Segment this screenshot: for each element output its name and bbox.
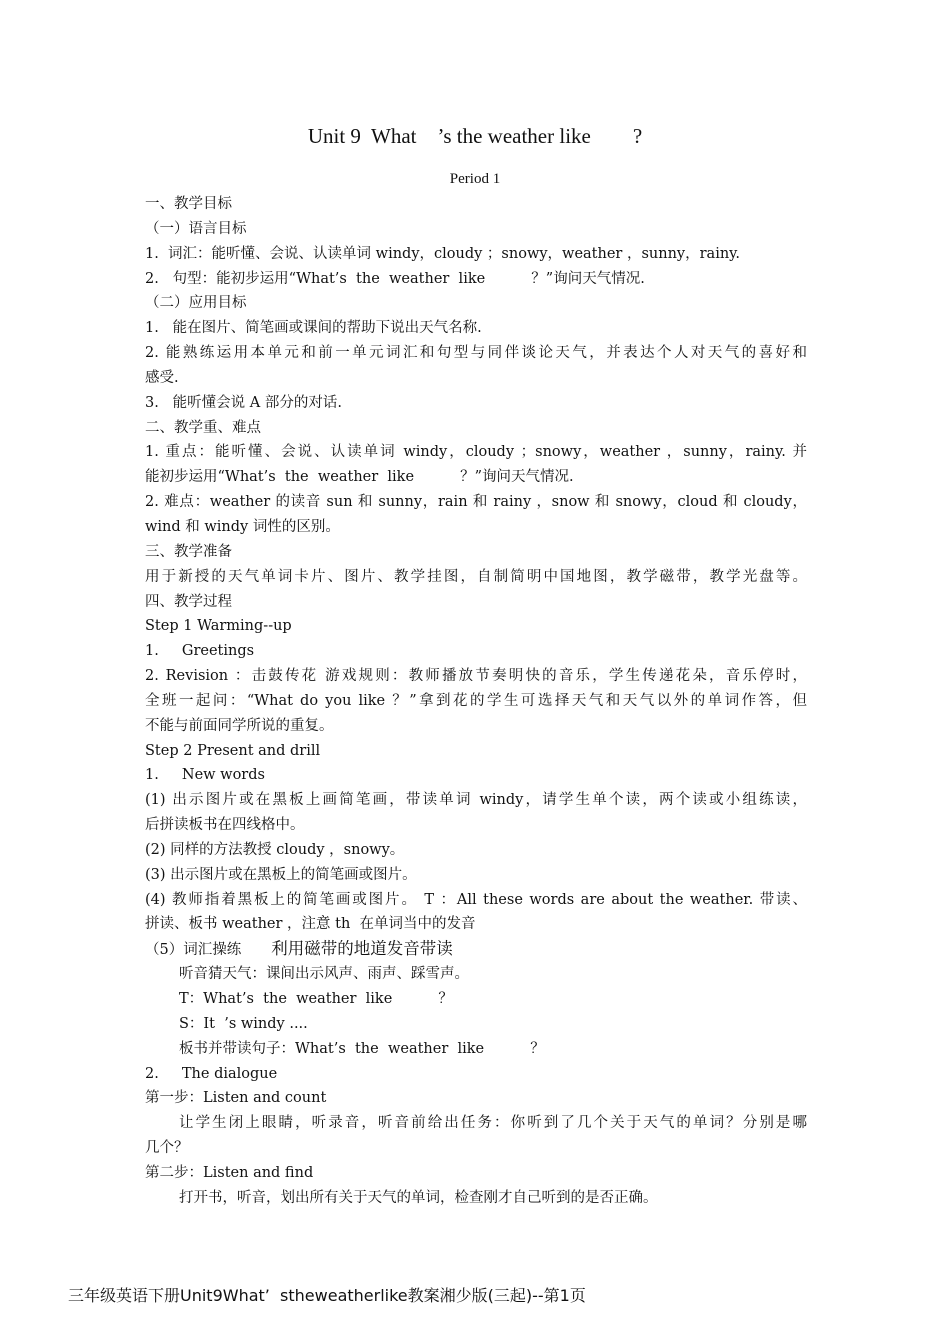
new-words-3: (3) 出示图片或在黑板上的简笔画或图片。 bbox=[145, 866, 417, 883]
key-point-2-cont: wind 和 windy 词性的区别。 bbox=[145, 518, 340, 535]
page-footer: 三年级英语下册Unit9What’ stheweatherlike教案湘少版(三起)--第1页 bbox=[68, 1286, 586, 1305]
step-1-item-2: 2. Revision ：击鼓传花 游戏规则：教师播放节奏明快的音乐，学生传递花朵，音乐停时， bbox=[145, 668, 807, 685]
goal-vocabulary: 1. 词汇：能听懂、会说、认读单词 windy，cloudy ；snowy，weather ，sunny，rainy. bbox=[145, 245, 741, 262]
dialogue-step-1-text: 让学生闭上眼睛，听录音，听音前给出任务：你听到了几个关于天气的单词？分别是哪 bbox=[179, 1115, 807, 1132]
goal-application-2-cont: 感受. bbox=[145, 369, 179, 386]
step-1-item-2-cont: 全班一起问：“What do you like ？”拿到花的学生可选择天气和天气以外的单词作答，但 bbox=[145, 692, 807, 709]
step-1-item-2-cont-2: 不能与前面同学所说的重复。 bbox=[145, 717, 334, 734]
step-2-item-1: 1. New words bbox=[145, 767, 265, 784]
board-sentence: 板书并带读句子：What’s the weather like ？ bbox=[179, 1040, 545, 1057]
heading-process: 四、教学过程 bbox=[145, 593, 232, 610]
dialogue-teacher: T：What’s the weather like ？ bbox=[179, 991, 453, 1007]
listen-guess-weather: 听音猜天气：课间出示风声、雨声、踩雪声。 bbox=[179, 966, 469, 983]
new-words-1-cont: 后拼读板书在四线格中。 bbox=[145, 817, 305, 834]
goal-application-2: 2. 能熟练运用本单元和前一单元词汇和句型与同伴谈论天气，并表达个人对天气的喜好和 bbox=[145, 345, 807, 362]
new-words-5 bbox=[145, 937, 807, 962]
goal-application-3: 3. 能听懂会说 A 部分的对话. bbox=[145, 394, 342, 411]
preparation-text: 用于新授的天气单词卡片、图片、教学挂图，自制简明中国地图，教学磁带，教学光盘等。 bbox=[145, 568, 807, 585]
step-2-heading: Step 2 Present and drill bbox=[145, 742, 321, 759]
key-point-1-cont: 能初步运用“What’s the weather like ？”询问天气情况. bbox=[145, 469, 574, 486]
step-1-heading: Step 1 Warming--up bbox=[145, 618, 292, 635]
dialogue-step-2: 第二步：Listen and find bbox=[145, 1164, 314, 1181]
dialogue-step-1: 第一步：Listen and count bbox=[145, 1090, 327, 1107]
new-words-1: (1) 出示图片或在黑板上画简笔画，带读单词 windy，请学生单个读，两个读或小组练读， bbox=[145, 792, 807, 809]
document-body bbox=[145, 192, 807, 1211]
subheading-language-goals: （一）语言目标 bbox=[145, 220, 247, 237]
goal-application-1: 1. 能在图片、简笔画或课间的帮助下说出天气名称. bbox=[145, 320, 482, 337]
new-words-4: (4) 教师指着黑板上的简笔画或图片。 T ：All these words are about the weather. 带读、 bbox=[145, 891, 807, 908]
period-subtitle: Period 1 bbox=[449, 171, 501, 187]
vocab-practice-note: 利用磁带的地道发音带读 bbox=[271, 939, 453, 959]
new-words-4-cont: 拼读、板书 weather ，注意 th 在单词当中的发音 bbox=[145, 916, 476, 933]
heading-preparation: 三、教学准备 bbox=[145, 543, 232, 560]
dialogue-step-1-text-cont: 几个？ bbox=[145, 1140, 189, 1157]
dialogue-student: S：It ’s windy .... bbox=[179, 1015, 308, 1032]
key-point-2: 2. 难点：weather 的读音 sun 和 sunny，rain 和 rainy ，snow 和 snowy，cloud 和 cloudy， bbox=[145, 494, 807, 511]
vocab-practice-label: （5）词汇操练 bbox=[145, 942, 242, 959]
document-title: Unit 9 What ’s the weather like ? bbox=[307, 124, 643, 148]
step-2-item-2: 2. The dialogue bbox=[145, 1065, 278, 1082]
dialogue-step-2-text: 打开书，听音，划出所有关于天气的单词，检查刚才自己听到的是否正确。 bbox=[179, 1189, 658, 1206]
heading-teaching-goals: 一、教学目标 bbox=[145, 196, 232, 212]
subheading-application-goals: （二）应用目标 bbox=[145, 295, 247, 312]
goal-sentence: 2. 句型：能初步运用“What’s the weather like ？”询问天气情况. bbox=[145, 270, 645, 287]
key-point-1: 1. 重点：能听懂、会说、认读单词 windy，cloudy ；snowy，weather ，sunny，rainy. 并 bbox=[145, 444, 807, 461]
step-1-item-1: 1. Greetings bbox=[145, 643, 255, 660]
new-words-2: (2) 同样的方法教授 cloudy ，snowy。 bbox=[145, 841, 405, 858]
heading-key-points: 二、教学重、难点 bbox=[145, 419, 261, 436]
